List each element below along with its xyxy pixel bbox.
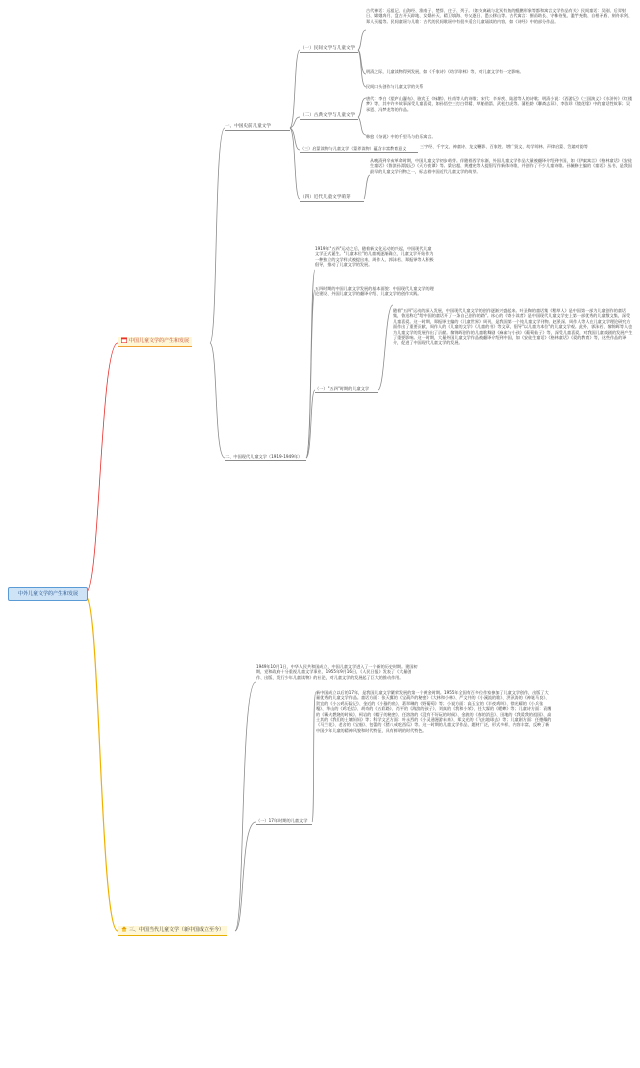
- branch3-sub1-label[interactable]: （一）17年时期的儿童文学: [256, 818, 308, 823]
- section2-intro1: 1919年"五四"运动之后，随着新文化运动的兴起，中国现代儿童文学正式诞生。"儿童本位"的儿童观逐渐确立，儿童文学开始作为一种独立的文学样式被提出来，周作人、郭沫若、郑振铎等人积极倡导，推动了儿童文学的发展。: [315, 246, 434, 268]
- section1-label[interactable]: 一、中国史前儿童文学: [225, 124, 271, 129]
- section2-label[interactable]: 二、中国现代儿童文学（1919-1949年）: [225, 454, 303, 459]
- section1-sub1-text3: 民间口头创作与儿童文学的关系: [366, 84, 424, 89]
- root-node[interactable]: [8, 587, 88, 601]
- section1-sub1-label[interactable]: （一）民间文学与儿童文学: [300, 46, 356, 51]
- section1-sub3-label[interactable]: （三）启蒙读物与儿童文学（蒙养读物）蕴含丰富教育意义: [300, 146, 407, 151]
- branch1-label: 中国儿童文学的产生和发展: [129, 338, 190, 344]
- section2-intro2: 五四时期的中国儿童文学发展的基本面貌：中国现代儿童文学的理论建设、外国儿童文学的翻译介绍、儿童文学的创作实践。: [315, 286, 434, 297]
- calendar-icon: [121, 337, 127, 343]
- section1-sub1-text1: 古代神话：远祖记、山海经、淮南子、楚辞、庄子、列子。（如支离疏与北冥有鱼的鲲鹏形象等都和寓言文学作品有关）民间童话：吴刚、后羿射日、嫦娥奔月、盘古开天辟地、女娲补天、精卫填海、夸父逐日、愚公移山等。古代寓言：揠苗助长、守株待兔、滥竽充数、自相矛盾、刻舟求剑、郑人买履等。民间童谣与儿歌：古代的民间歌谣中有很多适合儿童诵读的内容，如《诗经》中的部分作品。: [366, 8, 633, 24]
- section1-sub4-label[interactable]: （四）近代儿童文学萌芽: [300, 195, 351, 200]
- connector-section1-sub1: [290, 50, 300, 128]
- section1-sub2-text2: 韩愈《杂说》中的千里马与伯乐寓言。: [366, 134, 436, 139]
- branch1-node[interactable]: [118, 337, 192, 347]
- connector-branch3-intro: [235, 682, 256, 931]
- connector-root-branch3: [86, 596, 118, 931]
- root-label: 中外儿童文学的产生和发展: [17, 591, 78, 597]
- section1-sub2-text1: 唐代：李白《望庐山瀑布》、骆宾王《咏鹅》、杜甫等人的诗歌；宋代：辛弃疾、陆游等人的诗歌；明清小说：《西游记》《三国演义》《水浒传》《红楼梦》等，其中许多故事深受儿童喜爱，如孙悟空三打白骨精、草船借箭、武松打虎等。蒲松龄《聊斋志异》、李汝珍《镜花缘》中的童话性故事；吴承恩、冯梦龙等的作品。: [366, 96, 633, 112]
- section1-sub4-text: 从晚清到辛亥革命时期，中国儿童文学初步萌芽。伴随着西学东渐，外国儿童文学作品大量被翻译介绍到中国，如《伊索寓言》《格林童话》《安徒生童话》《鲁滨孙漂流记》《天方夜谭》等。梁启超、黄遵宪等人提倡写作新体诗歌，并创作了不少儿童诗歌。孙毓修主编的《童话》丛书，是我国最早的儿童文学刊物之一，标志着中国近代儿童文学的萌芽。: [370, 158, 632, 174]
- connector-branch1-section1: [210, 128, 225, 343]
- section2-sub1-text: 随着"五四"运动的深入发展，中国现代儿童文学的创作逐渐兴盛起来。叶圣陶的童话集《稻草人》是中国第一部为儿童创作的童话集，鲁迅称它"给中国的童话开了一条自己创作的路"。冰心的《寄小读者》是中国现代儿童文学史上第一部优秀的儿童散文集，深受儿童喜爱。这一时期，郑振铎主编的《儿童世界》周刊，是我国第一个纯儿童文学刊物。赵景深、周作人等人在儿童文学理论研究方面作出了重要贡献，周作人的《儿童的文学》《儿童的书》等文章，倡导"以儿童为本位"的儿童文学观。此外，郭沫若、黎锦晖等人也为儿童文学的发展作出了贡献。黎锦晖创作的儿童歌舞剧《麻雀与小孩》《葡萄仙子》等，深受儿童喜爱，对我国儿童戏剧的发展产生了重要影响。这一时期，大量外国儿童文学作品被翻译介绍到中国，如《安徒生童话》《格林童话》《爱的教育》等，这些作品的译介，促进了中国现代儿童文学的发展。: [393, 308, 633, 346]
- branch3-intro: 1949年10月1日，中华人民共和国成立，中国儿童文学进入了一个新的历史时期。建国初期，党和政府十分重视儿童文学事业，1955年9月16日，《人民日报》发表了《大量创作、出版、发行少年儿童读物》的社论，对儿童文学的发展起了巨大的推动作用。: [256, 664, 418, 680]
- house-icon: [121, 926, 127, 932]
- branch3-node[interactable]: [118, 926, 227, 936]
- section2-sub1-label[interactable]: （一）"五四"时期的儿童文学: [315, 386, 370, 391]
- branch3-label: 三、中国当代儿童文学（新中国成立至今）: [129, 927, 225, 933]
- section1-sub3-text: 三字经、千字文、神童诗、龙文鞭影、百家姓、增广贤文、幼学琼林、声律启蒙、笠翁对韵等: [420, 144, 588, 149]
- section1-sub2-label[interactable]: （二）古典文学与儿童文学: [300, 113, 356, 118]
- connector-branch3-sub1: [235, 822, 256, 931]
- connector-root-branch1: [86, 343, 118, 593]
- connector-branch1-section2: [210, 343, 225, 458]
- branch3-sub1-text: 新中国成立以后的17年，是我国儿童文学繁荣发展的第一个黄金时期。1955年全国有百多位作家参加了儿童文学创作，出版了大量优秀的儿童文学作品。童话方面：张天翼的《宝葫芦的秘密》《大林和小林》、严文井的《小溪流的歌》、洪汛涛的《神笔马良》、贺宜的《小公鸡历险记》、金近的《小猫钓鱼》、葛翠琳的《野葡萄》等；小说方面：高玉宝的《半夜鸡叫》、徐光耀的《小兵张嘎》、华山的《鸡毛信》、胡奇的《五彩路》、肖平的《海滨的孩子》、刘真的《我和小荣》、任大霖的《蟋蟀》等；儿童诗方面：袁鹰的《篝火燃烧的时候》、柯岩的《帽子的秘密》、任溶溶的《没有不好玩的时候》、金波的《春的消息》、田地的《我爱我的祖国》、高士其的《我们的土壤妈妈》等；科学文艺方面：叶永烈的《小灵通漫游未来》、郑文光的《飞出地球去》等；儿童剧方面：任德耀的《马兰花》、老舍的《宝船》、包蕾的《猪八戒吃西瓜》等。这一时期的儿童文学作品，题材广泛，形式多样，内容丰富，反映了新中国少年儿童的精神风貌和时代特征，具有鲜明的时代特色。: [316, 690, 552, 733]
- section1-sub1-text2: 明清之际，儿童读物得到发展，如《千家诗》《幼学琼林》等，对儿童文学有一定影响。: [366, 69, 524, 74]
